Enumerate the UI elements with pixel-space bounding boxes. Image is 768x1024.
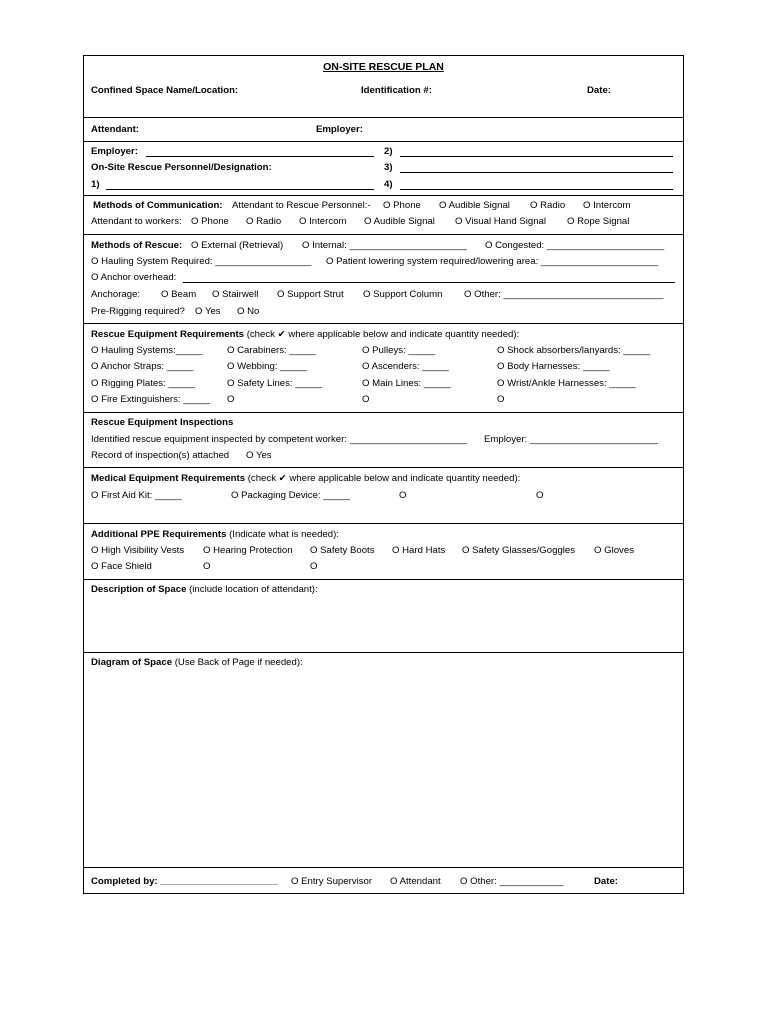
anchorage-support-column[interactable]: O Support Column bbox=[363, 289, 443, 300]
equip-blank-1[interactable]: O bbox=[227, 394, 235, 405]
rescue-methods-label: Methods of Rescue: bbox=[91, 240, 183, 251]
equip-blank-2[interactable]: O bbox=[362, 394, 370, 405]
rescue-congested-option[interactable]: O Congested: ______________________ bbox=[485, 240, 665, 251]
personnel-employer-label: Employer: bbox=[91, 146, 138, 157]
equipment-section bbox=[84, 324, 683, 413]
footer-section bbox=[84, 868, 683, 893]
inspected-by-field[interactable]: Identified rescue equipment inspected by competent worker: ______________________ bbox=[91, 434, 468, 445]
equip-pulleys[interactable]: O Pulleys: _____ bbox=[362, 345, 436, 356]
attendant-label: Attendant: bbox=[91, 124, 139, 135]
diagram-label: Diagram of Space bbox=[91, 657, 173, 668]
medical-label: Medical Equipment Requirements bbox=[91, 473, 246, 484]
to-workers-label: Attendant to workers: bbox=[91, 216, 182, 227]
prerigging-no[interactable]: O No bbox=[237, 306, 260, 317]
ppe-hearing-protection[interactable]: O Hearing Protection bbox=[203, 545, 293, 556]
location-label: Confined Space Name/Location: bbox=[91, 85, 239, 96]
anchorage-stairwell[interactable]: O Stairwell bbox=[212, 289, 259, 300]
anchorage-other[interactable]: O Other: ______________________________ bbox=[464, 289, 664, 300]
completed-by-field[interactable]: Completed by: ______________________ bbox=[91, 876, 278, 887]
rescue-option-radio[interactable]: O Radio bbox=[530, 200, 566, 211]
medical-packaging-device[interactable]: O Packaging Device: _____ bbox=[231, 490, 350, 501]
attendant-employer-label: Employer: bbox=[316, 124, 363, 135]
attendant-section bbox=[84, 118, 683, 142]
equip-wrist-ankle-harnesses[interactable]: O Wrist/Ankle Harnesses: _____ bbox=[497, 378, 636, 389]
diagram-note: (Use Back of Page if needed): bbox=[174, 657, 303, 668]
prerigging-yes[interactable]: O Yes bbox=[195, 306, 221, 317]
rescue-option-phone[interactable]: O Phone bbox=[383, 200, 421, 211]
personnel-2-line[interactable] bbox=[400, 156, 673, 157]
equip-hauling-systems[interactable]: O Hauling Systems:_____ bbox=[91, 345, 203, 356]
date-label: Date: bbox=[587, 85, 611, 96]
description-heading bbox=[91, 584, 318, 596]
rescue-methods-section bbox=[84, 235, 683, 324]
equip-webbing[interactable]: O Webbing: _____ bbox=[227, 361, 307, 372]
worker-option-radio[interactable]: O Radio bbox=[246, 216, 282, 227]
worker-option-rope-signal[interactable]: O Rope Signal bbox=[567, 216, 630, 227]
prerigging-label: Pre-Rigging required? bbox=[91, 306, 185, 317]
equipment-note: (check ✔ where applicable below and indicate quantity needed): bbox=[246, 329, 520, 340]
description-label: Description of Space bbox=[91, 584, 187, 595]
equip-body-harnesses[interactable]: O Body Harnesses: _____ bbox=[497, 361, 610, 372]
personnel-number-3: 3) bbox=[384, 162, 393, 173]
worker-option-intercom[interactable]: O Intercom bbox=[299, 216, 347, 227]
hauling-system-option[interactable]: O Hauling System Required: __________________ bbox=[91, 256, 312, 267]
description-note: (include location of attendant): bbox=[189, 584, 318, 595]
footer-date-label: Date: bbox=[594, 876, 618, 887]
equip-blank-3[interactable]: O bbox=[497, 394, 505, 405]
personnel-number-1: 1) bbox=[91, 179, 100, 190]
personnel-4-line[interactable] bbox=[400, 189, 673, 190]
header-section bbox=[84, 56, 683, 118]
anchorage-label: Anchorage: bbox=[91, 289, 141, 300]
medical-note: (check ✔ where applicable below and indicate quantity needed): bbox=[247, 473, 521, 484]
equip-safety-lines[interactable]: O Safety Lines: _____ bbox=[227, 378, 322, 389]
rescue-external-option[interactable]: O External (Retrieval) bbox=[191, 240, 284, 251]
footer-attendant[interactable]: O Attendant bbox=[390, 876, 441, 887]
medical-blank-1[interactable]: O bbox=[399, 490, 407, 501]
communication-label: Methods of Communication: bbox=[93, 200, 223, 211]
ppe-high-visibility-vests[interactable]: O High Visibility Vests bbox=[91, 545, 185, 556]
to-rescue-label: Attendant to Rescue Personnel:- bbox=[232, 200, 371, 211]
equip-ascenders[interactable]: O Ascenders: _____ bbox=[362, 361, 449, 372]
personnel-number-2: 2) bbox=[384, 146, 393, 157]
ppe-hard-hats[interactable]: O Hard Hats bbox=[392, 545, 446, 556]
ppe-safety-boots[interactable]: O Safety Boots bbox=[310, 545, 375, 556]
designation-label: On-Site Rescue Personnel/Designation: bbox=[91, 162, 272, 173]
ppe-blank-2[interactable]: O bbox=[310, 561, 318, 572]
anchor-overhead-option[interactable]: O Anchor overhead: bbox=[91, 272, 177, 283]
patient-lowering-option[interactable]: O Patient lowering system required/lowering area: ______________________ bbox=[326, 256, 659, 267]
rescue-internal-option[interactable]: O Internal: ______________________ bbox=[302, 240, 467, 251]
ppe-face-shield[interactable]: O Face Shield bbox=[91, 561, 152, 572]
ppe-safety-glasses[interactable]: O Safety Glasses/Goggles bbox=[462, 545, 576, 556]
ppe-note: (Indicate what is needed): bbox=[229, 529, 339, 540]
ppe-label: Additional PPE Requirements bbox=[91, 529, 227, 540]
identification-label: Identification #: bbox=[361, 85, 432, 96]
ppe-heading bbox=[91, 529, 339, 541]
record-attached-label: Record of inspection(s) attached bbox=[91, 450, 230, 461]
ppe-blank-1[interactable]: O bbox=[203, 561, 211, 572]
inspection-employer-field[interactable]: Employer: ________________________ bbox=[484, 434, 658, 445]
personnel-employer-line[interactable] bbox=[146, 156, 374, 157]
medical-blank-2[interactable]: O bbox=[536, 490, 544, 501]
ppe-section bbox=[84, 524, 683, 580]
personnel-3-line[interactable] bbox=[400, 172, 673, 173]
rescue-option-intercom[interactable]: O Intercom bbox=[583, 200, 631, 211]
medical-heading bbox=[91, 473, 520, 485]
communication-section bbox=[84, 196, 683, 235]
medical-section bbox=[84, 468, 683, 524]
anchorage-support-strut[interactable]: O Support Strut bbox=[277, 289, 344, 300]
inspections-section bbox=[84, 413, 683, 468]
rescue-plan-form bbox=[83, 55, 684, 894]
worker-option-phone[interactable]: O Phone bbox=[191, 216, 229, 227]
worker-option-audible[interactable]: O Audible Signal bbox=[364, 216, 435, 227]
personnel-number-4: 4) bbox=[384, 179, 393, 190]
equipment-heading bbox=[91, 329, 519, 341]
footer-entry-supervisor[interactable]: O Entry Supervisor bbox=[291, 876, 373, 887]
personnel-section bbox=[84, 142, 683, 196]
page-title: ON-SITE RESCUE PLAN bbox=[323, 61, 444, 73]
personnel-1-line[interactable] bbox=[106, 189, 374, 190]
worker-option-hand-signal[interactable]: O Visual Hand Signal bbox=[455, 216, 547, 227]
rescue-option-audible[interactable]: O Audible Signal bbox=[439, 200, 510, 211]
diagram-section bbox=[84, 653, 683, 868]
equip-anchor-straps[interactable]: O Anchor Straps: _____ bbox=[91, 361, 194, 372]
anchorage-beam[interactable]: O Beam bbox=[161, 289, 197, 300]
medical-first-aid-kit[interactable]: O First Aid Kit: _____ bbox=[91, 490, 182, 501]
equip-main-lines[interactable]: O Main Lines: _____ bbox=[362, 378, 451, 389]
equip-fire-extinguishers[interactable]: O Fire Extinguishers: _____ bbox=[91, 394, 210, 405]
ppe-gloves[interactable]: O Gloves bbox=[594, 545, 634, 556]
description-section bbox=[84, 580, 683, 653]
diagram-heading bbox=[91, 657, 303, 669]
equipment-label: Rescue Equipment Requirements bbox=[91, 329, 245, 340]
footer-other[interactable]: O Other: ____________ bbox=[460, 876, 564, 887]
record-attached-yes[interactable]: O Yes bbox=[246, 450, 272, 461]
anchor-overhead-line[interactable] bbox=[183, 282, 675, 283]
equip-carabiners[interactable]: O Carabiners: _____ bbox=[227, 345, 317, 356]
equip-rigging-plates[interactable]: O Rigging Plates: _____ bbox=[91, 378, 195, 389]
inspections-label: Rescue Equipment Inspections bbox=[91, 417, 234, 428]
equip-shock-absorbers[interactable]: O Shock absorbers/lanyards: _____ bbox=[497, 345, 651, 356]
